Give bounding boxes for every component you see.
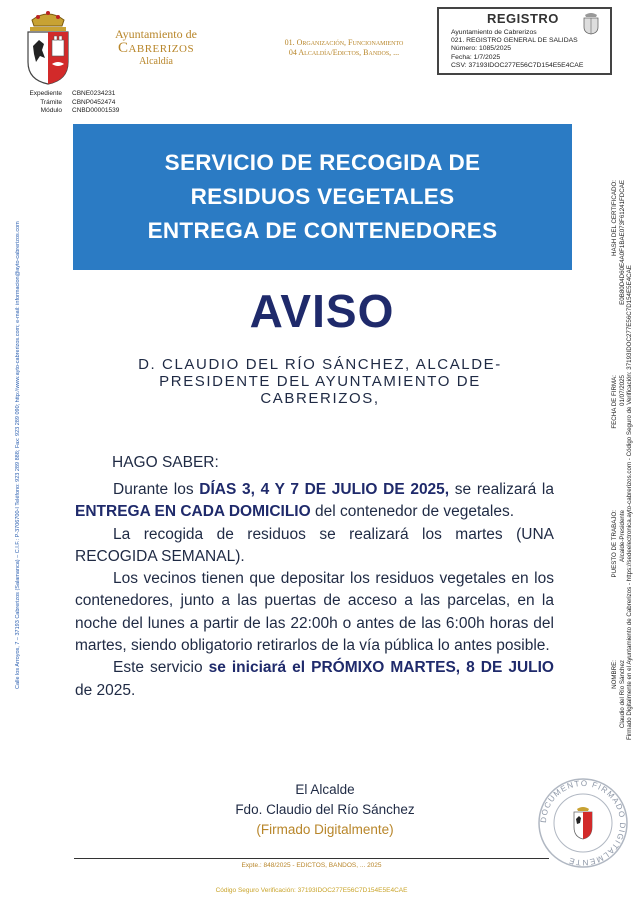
meta-label: Expediente (29, 90, 62, 97)
address-sidebar: Calle los Arroyos, 7 – 37193 Cabrerizos (Salamanca) – C.I.F.: P-3706700-I Teléfono: 923 289 888; Fax: 923 289 090; http://www.ayto-cabrerizos.com; e-mail: informacion@ayto-cabrerizos.com (15, 221, 21, 689)
hago-saber: HAGO SABER: (112, 454, 219, 471)
firma-nombre: Claudio del Río Sánchez (619, 660, 626, 729)
alcalde-line: CABRERIZOS, (260, 390, 380, 407)
registro-line: Ayuntamiento de Cabrerizos (451, 29, 537, 36)
registro-line: 021. REGISTRO GENERAL DE SALIDAS (451, 37, 578, 45)
bold-inicio: se iniciará el PRÓMIXO MARTES, 8 DE JULIO (208, 659, 554, 677)
signature-role: El Alcalde (295, 782, 355, 797)
title-banner (73, 124, 572, 270)
department-line1: 01. Organización, Funcionamiento (284, 38, 404, 47)
coat-of-arms-icon (22, 6, 74, 86)
meta-label: Trámite (40, 98, 62, 106)
footer-csv: Código Seguro Verificación: 37193IDOC277E56C7D154E5E4CAE (215, 887, 408, 894)
firma-hash: E0B80D4D60E4A0F1BAE073F61241FDCAE (619, 180, 626, 305)
meta-value: CBNP0452474 (72, 98, 116, 106)
registro-line: Número: 1085/2025 (451, 45, 512, 53)
firma-puesto-label: PUESTO DE TRABAJO: (611, 510, 618, 578)
firma-puesto: Alcalde-Presidente (619, 510, 626, 562)
firma-hash-label: HASH DEL CERTIFICADO: (611, 180, 618, 256)
ayuntamiento-city: Cabrerizos (117, 40, 195, 56)
file-metadata (26, 90, 119, 116)
meta-row-modulo (26, 107, 119, 116)
meta-value: CBNE0234231 (72, 90, 116, 97)
department-info (248, 38, 440, 58)
meta-row-tramite (26, 99, 119, 108)
registro-line: CSV: 37193IDOC277E56C7D154E5E4CAE (451, 61, 584, 69)
meta-row-expediente (26, 90, 119, 99)
registro-title: REGISTRO (487, 11, 559, 26)
alcalde-line: PRESIDENTE DEL AYUNTAMIENTO DE (159, 373, 481, 390)
digital-signature-seal-icon (537, 777, 629, 869)
department-line2: 04 Alcaldía/Edictos, Bandos, ... (288, 48, 400, 57)
firma-fecha-label: FECHA DE FIRMA: (611, 375, 618, 429)
ayuntamiento-name (96, 27, 216, 69)
firma-fecha: 01/07/2025 (619, 375, 626, 406)
paragraph-recogida: La recogida de residuos se realizará los martes (UNA RECOGIDA SEMANAL). (75, 525, 554, 565)
seal-text: DOCUMENTO FIRMADO DIGITALMENTE (538, 778, 628, 868)
signature-digital: (Firmado Digitalmente) (256, 822, 394, 837)
notice-title: AVISO (249, 285, 395, 337)
paragraph-inicio (75, 657, 554, 702)
ayuntamiento-line1: Ayuntamiento de (115, 27, 197, 41)
signature-name: Fdo. Claudio del Río Sánchez (235, 802, 415, 817)
banner-line: RESIDUOS VEGETALES (190, 184, 455, 209)
meta-label: Módulo (40, 107, 62, 114)
text-span: Durante los (113, 481, 200, 498)
notice-body (75, 479, 554, 702)
firma-nombre-label: NOMBRE: (611, 660, 618, 689)
meta-value: CNBD00001539 (72, 107, 120, 114)
text-span: de 2025. (75, 681, 136, 699)
paragraph-dates (75, 479, 554, 524)
footer-divider (74, 858, 549, 859)
text-span: del contenedor de vegetales. (310, 503, 515, 521)
firmado-sidebar: Firmado Digitalmente en el Ayuntamiento de Cabrerizos - https://sedeelectronica.ayto-cabrerizos.com - Código Seguro de Verificación: 37193IDOC277E56C7D154E5E4CAE (626, 265, 633, 740)
alcalde-heading (90, 356, 550, 407)
registro-details (451, 29, 583, 70)
text-span: Este servicio (113, 659, 209, 677)
text-span: se realizará la (449, 481, 554, 498)
paragraph-vecinos: Los vecinos tienen que depositar los residuos vegetales en los contenedores, junto a las puertas de acceso a las parcelas, en la noche del lunes a partir de las 22:00h o antes de las 6:00h horas del martes, siendo obligatorio retirarlos de la vía pública lo antes posible. (75, 570, 554, 655)
banner-line: ENTREGA DE CONTENEDORES (147, 218, 498, 243)
small-crest-icon (582, 11, 600, 35)
bold-entrega: ENTREGA EN CADA DOMICILIO (75, 503, 311, 521)
ayuntamiento-role: Alcaldía (139, 56, 173, 67)
registro-line: Fecha: 1/7/2025 (451, 53, 501, 61)
banner-line: SERVICIO DE RECOGIDA DE (164, 150, 481, 175)
alcalde-line: D. CLAUDIO DEL RÍO SÁNCHEZ, ALCALDE- (138, 356, 502, 373)
bold-dates: DÍAS 3, 4 Y 7 DE JULIO DE 2025, (199, 481, 450, 498)
footer-expediente: Expte.: 848/2025 - EDICTOS, BANDOS, ... 2025 (241, 862, 382, 869)
